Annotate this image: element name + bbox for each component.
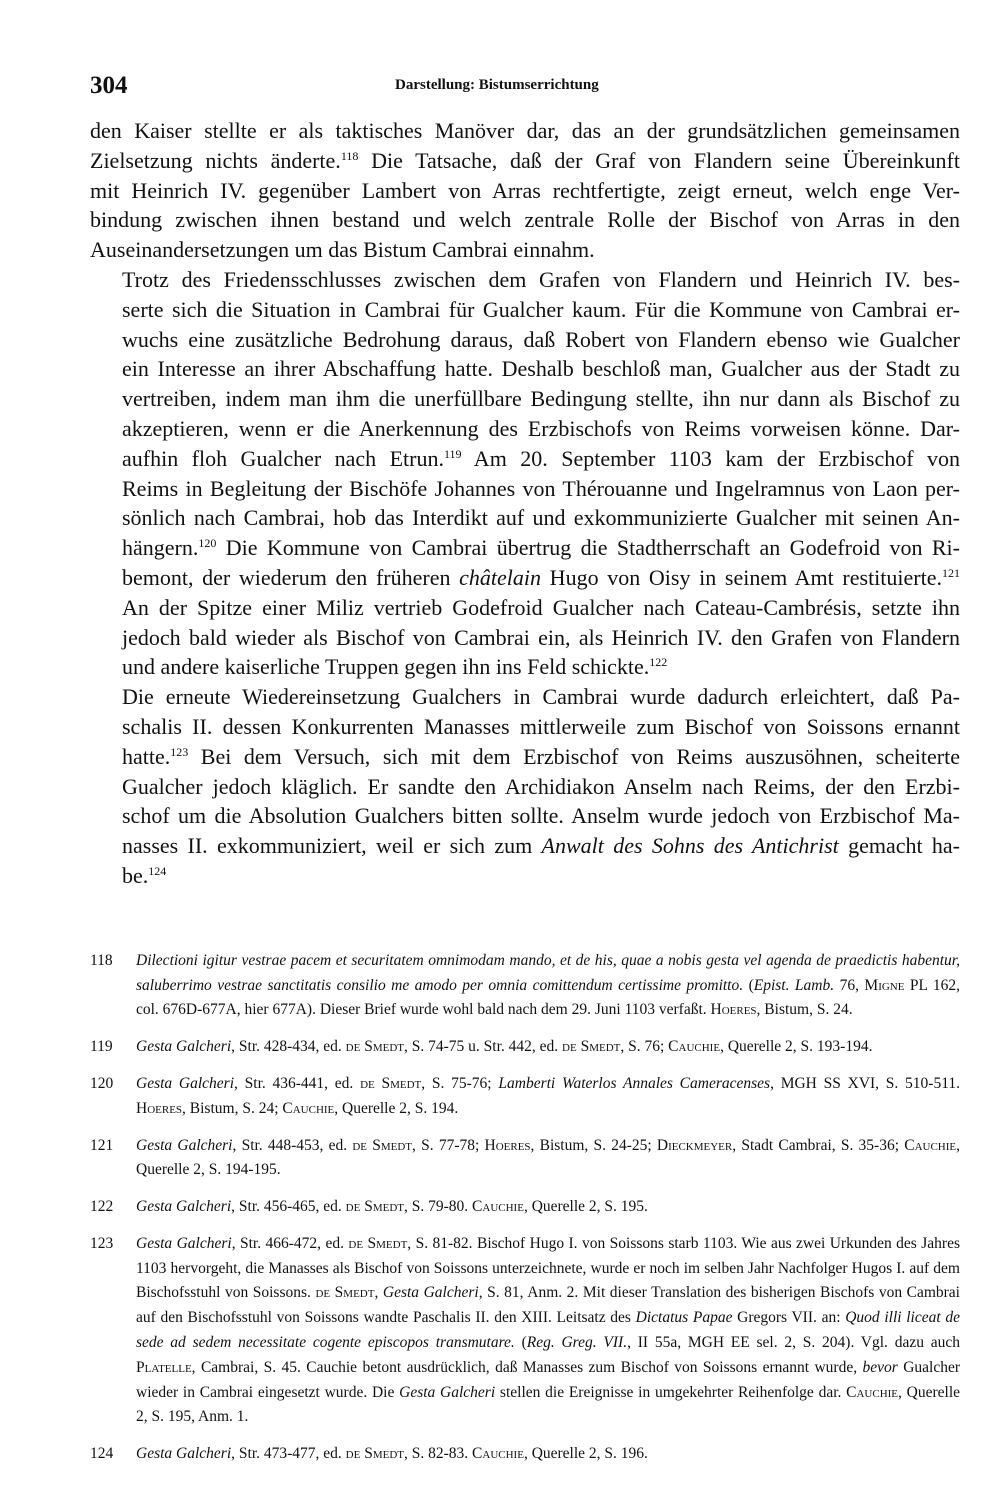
paragraph-1 bbox=[90, 116, 960, 265]
text-line: hängern.$^{120}$ Die Kommune von Cambrai übertrug die Stadtherrschaft an Godefroid von Ri- bbox=[122, 535, 960, 561]
footnote-number: 124 bbox=[90, 1445, 114, 1463]
footnote-number: 118 bbox=[90, 951, 113, 969]
footnote-ref: 119 bbox=[444, 446, 462, 461]
text-line: mit Heinrich IV. gegenüber Lambert von Arras rechtfertigte, zeigt erneut, welch enge Ver- bbox=[90, 177, 960, 203]
text-line: und andere kaiserliche Truppen gegen ihn ins Feld schickte.$^{122}$ bbox=[122, 654, 668, 680]
main-text bbox=[90, 116, 960, 891]
text-line: den Kaiser stellte er als taktisches Manöver dar, das an der grundsätzlichen gemeinsamen bbox=[90, 118, 960, 143]
footnote-122 bbox=[90, 1195, 960, 1220]
text-line: nasses II. exkommuniziert, weil er sich zum Anwalt des Sohns des Antichrist gemacht ha- bbox=[122, 833, 960, 859]
text-line: wuchs eine zusätzliche Bedrohung daraus, daß Robert von Flandern ebenso wie Gualcher bbox=[122, 326, 960, 352]
footnote-number: 120 bbox=[90, 1074, 114, 1092]
footnote-ref: 120 bbox=[198, 536, 217, 551]
footnote-text: Gesta Galcheri, Str. 473-477, ed. de Smedt, S. 82-83. Cauchie, Querelle 2, S. 196. bbox=[136, 1445, 648, 1463]
running-title: Darstellung: Bistumserrichtung bbox=[395, 77, 599, 93]
footnote-text: Gesta Galcheri, Str. 436-441, ed. de Smedt, S. 75-76; Lamberti Waterlos Annales Cameracenses, MGH SS XVI, S. 510-511. Hoeres, Bistum, S. 24; Cauchie, Querelle 2, S. 194. bbox=[136, 1074, 961, 1117]
footnote-number: 122 bbox=[90, 1198, 114, 1216]
text-line: jedoch bald wieder als Bischof von Cambrai ein, als Heinrich IV. den Grafen von Flandern bbox=[122, 624, 960, 650]
footnote-text: Gesta Galcheri, Str. 448-453, ed. de Smedt, S. 77-78; Hoeres, Bistum, S. 24-25; Dieckmeyer, Stadt Cambrai, S. 35-36; Cauchie, Querelle 2, S. 194-195. bbox=[136, 1136, 960, 1179]
footnote-text: Gesta Galcheri, Str. 456-465, ed. de Smedt, S. 79-80. Cauchie, Querelle 2, S. 195. bbox=[136, 1198, 648, 1216]
text-line: bindung zwischen ihnen bestand und welch zentrale Rolle der Bischof von Arras in den bbox=[90, 207, 960, 233]
book-page bbox=[90, 60, 960, 1479]
paragraph-2 bbox=[90, 265, 960, 682]
paragraph-3 bbox=[90, 682, 960, 891]
text-line: be.$^{124}$ bbox=[122, 862, 167, 888]
text-line: bemont, der wiederum den früheren châtelain Hugo von Oisy in seinem Amt restituierte.$^{121}$ bbox=[122, 564, 960, 590]
text-line: Gualcher jedoch kläglich. Er sandte den Archidiakon Anselm nach Reims, der den Erzbi- bbox=[122, 773, 960, 799]
footnote-ref: 124 bbox=[148, 863, 167, 878]
text-line: akzeptieren, wenn er die Anerkennung des Erzbischofs von Reims vorweisen könne. Dar- bbox=[122, 415, 960, 441]
footnote-text: Dilectioni igitur vestrae pacem et securitatem omnimodam mando, et de his, quae a nobis gesta vel agenda de praedictis habentur, saluberrimo vestrae sanctitatis consilio me amodo per omnia comittendum certissime promitto. (Epist. Lamb. 76, Migne PL 162, col. 676D-677A, hier 677A). Dieser Brief wurde wohl bald nach dem 29. Juni 1103 verfaßt. Hoeres, Bistum, S. 24. bbox=[136, 951, 961, 1019]
footnote-text: Gesta Galcheri, Str. 428-434, ed. de Smedt, S. 74-75 u. Str. 442, ed. de Smedt, S. 76; Cauchie, Querelle 2, S. 193-194. bbox=[136, 1038, 873, 1056]
text-line: Die erneute Wiedereinsetzung Gualchers in Cambrai wurde dadurch erleichtert, daß Pa- bbox=[122, 684, 960, 710]
page-number: 304 bbox=[90, 72, 128, 99]
footnote-number: 121 bbox=[90, 1136, 114, 1154]
footnote-ref: 122 bbox=[649, 655, 668, 670]
footnote-121 bbox=[90, 1134, 960, 1184]
text-line: schalis II. dessen Konkurrenten Manasses mittlerweile zum Bischof von Soissons ernannt bbox=[122, 713, 960, 739]
footnote-ref: 123 bbox=[170, 744, 189, 759]
text-line: Trotz des Friedensschlusses zwischen dem Grafen von Flandern und Heinrich IV. bes- bbox=[122, 266, 960, 292]
text-line: Reims in Begleitung der Bischöfe Johannes von Thérouanne und Ingelramnus von Laon per- bbox=[122, 475, 960, 501]
footnote-124 bbox=[90, 1442, 960, 1467]
footnote-123 bbox=[90, 1232, 960, 1430]
text-line: Auseinandersetzungen um das Bistum Cambrai einnahm. bbox=[90, 237, 595, 263]
footnote-120 bbox=[90, 1072, 960, 1122]
italic-term: Anwalt des Sohns des Antichrist bbox=[541, 833, 839, 859]
running-head bbox=[90, 60, 960, 108]
footnote-text: Gesta Galcheri, Str. 466-472, ed. de Smedt, S. 81-82. Bischof Hugo I. von Soissons starb 1103. Wie aus zwei Urkunden des Jahres 1103 hervorgeht, die Manasses als Bischof von Soissons unterzeichnete, wurde er noch im selben Jahr Nachfolger Hugos I. auf dem Bischofsstuhl von Soissons. de Smedt, Gesta Galcheri, S. 81, Anm. 2. Mit dieser Translation des bisherigen Bischofs von Cambrai auf den Bischofsstuhl von Soissons wandte Paschalis II. den XIII. Leitsatz des Dictatus Papae Gregors VII. an: Quod illi liceat de sede ad sedem necessitate cogente episcopos transmutare. (Reg. Greg. VII., II 55a, MGH EE sel. 2, S. 204). Vgl. dazu auch Platelle, Cambrai, S. 45. Cauchie betont ausdrücklich, daß Manasses zum Bischof von Soissons ernannt wurde, bevor Gualcher wieder in Cambrai eingesetzt wurde. Die Gesta Galcheri stellen die Ereignisse in umgekehrter Reihenfolge dar. Cauchie, Querelle 2, S. 195, Anm. 1. bbox=[136, 1234, 961, 1426]
text-line: Zielsetzung nichts änderte.$^{118}$ Die Tatsache, daß der Graf von Flandern seine Übereinkunft bbox=[90, 147, 960, 173]
footnote-119 bbox=[90, 1035, 960, 1060]
text-line: serte sich die Situation in Cambrai für Gualcher kaum. Für die Kommune von Cambrai er- bbox=[122, 296, 960, 322]
text-line: ein Interesse an ihrer Abschaffung hatte. Deshalb beschloß man, Gualcher aus der Stadt zu bbox=[122, 356, 960, 382]
text-line: hatte.$^{123}$ Bei dem Versuch, sich mit dem Erzbischof von Reims auszusöhnen, scheiterte bbox=[122, 743, 960, 769]
text-line: sönlich nach Cambrai, hob das Interdikt auf und exkommunizierte Gualcher mit seinen An- bbox=[122, 505, 960, 531]
italic-term: châtelain bbox=[459, 564, 542, 590]
footnote-number: 123 bbox=[90, 1234, 114, 1252]
footnotes bbox=[90, 949, 960, 1467]
footnote-118 bbox=[90, 949, 960, 1023]
text-line: vertreiben, indem man ihm die unerfüllbare Bedingung stellte, ihn nur dann als Bischof zu bbox=[122, 386, 960, 412]
text-line: An der Spitze einer Miliz vertrieb Godefroid Gualcher nach Cateau-Cambrésis, setzte ihn bbox=[122, 594, 960, 620]
text-line: schof um die Absolution Gualchers bitten sollte. Anselm wurde jedoch von Erzbischof Ma- bbox=[122, 803, 960, 829]
footnote-number: 119 bbox=[90, 1038, 113, 1056]
text-line: aufhin floh Gualcher nach Etrun.$^{119}$ Am 20. September 1103 kam der Erzbischof von bbox=[122, 445, 961, 471]
footnote-ref: 121 bbox=[942, 565, 960, 580]
footnote-ref: 118 bbox=[340, 148, 359, 163]
